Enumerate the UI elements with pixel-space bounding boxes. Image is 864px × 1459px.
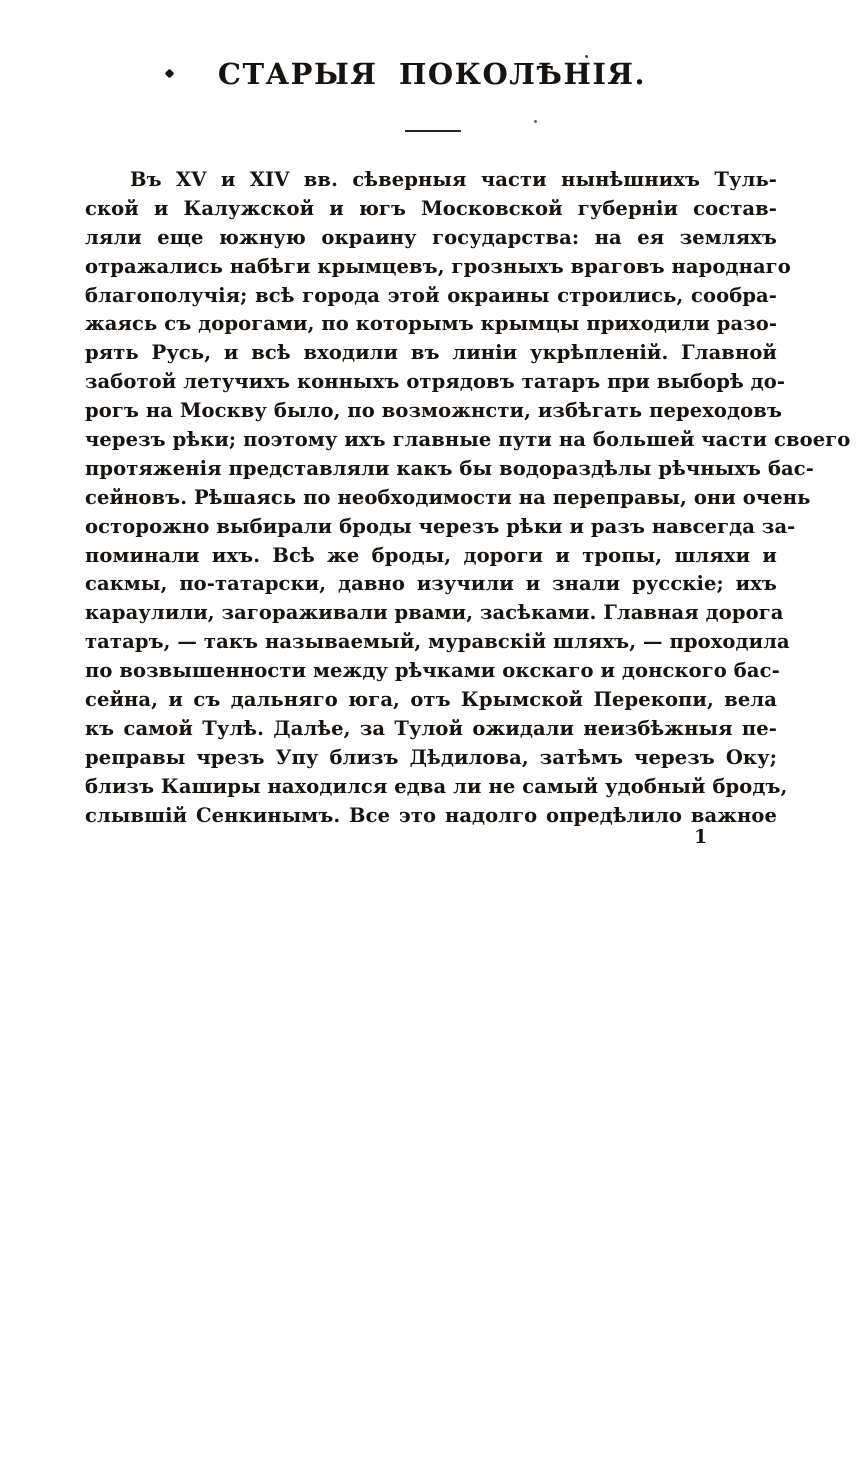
- text-line: ляли еще южную окраину государства: на ея земляхъ: [85, 225, 777, 249]
- chapter-title: СТАРЫЯ ПОКОЛѢНІЯ.: [217, 57, 647, 91]
- text-line: реправы чрезъ Упу близъ Дѣдилова, затѣмъ черезъ Оку;: [85, 745, 777, 769]
- text-line: сейновъ. Рѣшаясь по необходимости на переправы, они очень: [85, 485, 811, 509]
- text-line: къ самой Тулѣ. Далѣе, за Тулой ожидали неизбѣжныя пе-: [85, 716, 777, 740]
- text-line: осторожно выбирали броды черезъ рѣки и разъ навсегда за-: [85, 514, 796, 538]
- text-line: поминали ихъ. Всѣ же броды, дороги и тропы, шляхи и: [85, 543, 777, 567]
- text-line: слывшій Сенкинымъ. Все это надолго опредѣлило важное: [85, 803, 777, 827]
- title-divider-rule: [405, 130, 461, 132]
- text-line: татаръ, — такъ называемый, муравскій шляхъ, — проходила: [85, 630, 790, 654]
- body-text: [85, 166, 851, 830]
- text-line: ской и Калужской и югъ Московской губерніи состав-: [85, 196, 777, 220]
- text-line: протяженія представляли какъ бы водораздѣлы рѣчныхъ бас-: [85, 456, 814, 480]
- text-line: рять Русь, и всѣ входили въ линіи укрѣпленій. Главной: [85, 341, 777, 365]
- text-line: близъ Каширы находился едва ли не самый удобный бродъ,: [85, 774, 788, 798]
- page-number: 1: [694, 826, 708, 848]
- text-line: черезъ рѣки; поэтому ихъ главные пути на большей части своего: [85, 428, 851, 452]
- text-line: жаясь съ дорогами, по которымъ крымцы приходили разо-: [85, 312, 778, 336]
- text-line: сейна, и съ дальняго юга, отъ Крымской Перекопи, вела: [85, 688, 777, 712]
- text-line: караулили, загораживали рвами, засѣками. Главная дорога: [85, 601, 784, 625]
- text-line: рогъ на Москву было, по возможнсти, избѣгать переходовъ: [85, 399, 782, 423]
- text-line: по возвышенности между рѣчками окскаго и донского бас-: [85, 659, 780, 683]
- text-line: благополучія; всѣ города этой окраины строились, сообра-: [85, 283, 777, 307]
- text-line: сакмы, по-татарски, давно изучили и знали русскіе; ихъ: [85, 572, 777, 596]
- text-line: заботой летучихъ конныхъ отрядовъ татаръ при выборѣ до-: [85, 370, 786, 394]
- text-line: отражались набѣги крымцевъ, грозныхъ враговъ народнаго: [85, 254, 791, 278]
- text-line: Въ XV и XIV вв. сѣверныя части нынѣшнихъ Туль-: [130, 168, 777, 191]
- ink-speck: [534, 120, 537, 123]
